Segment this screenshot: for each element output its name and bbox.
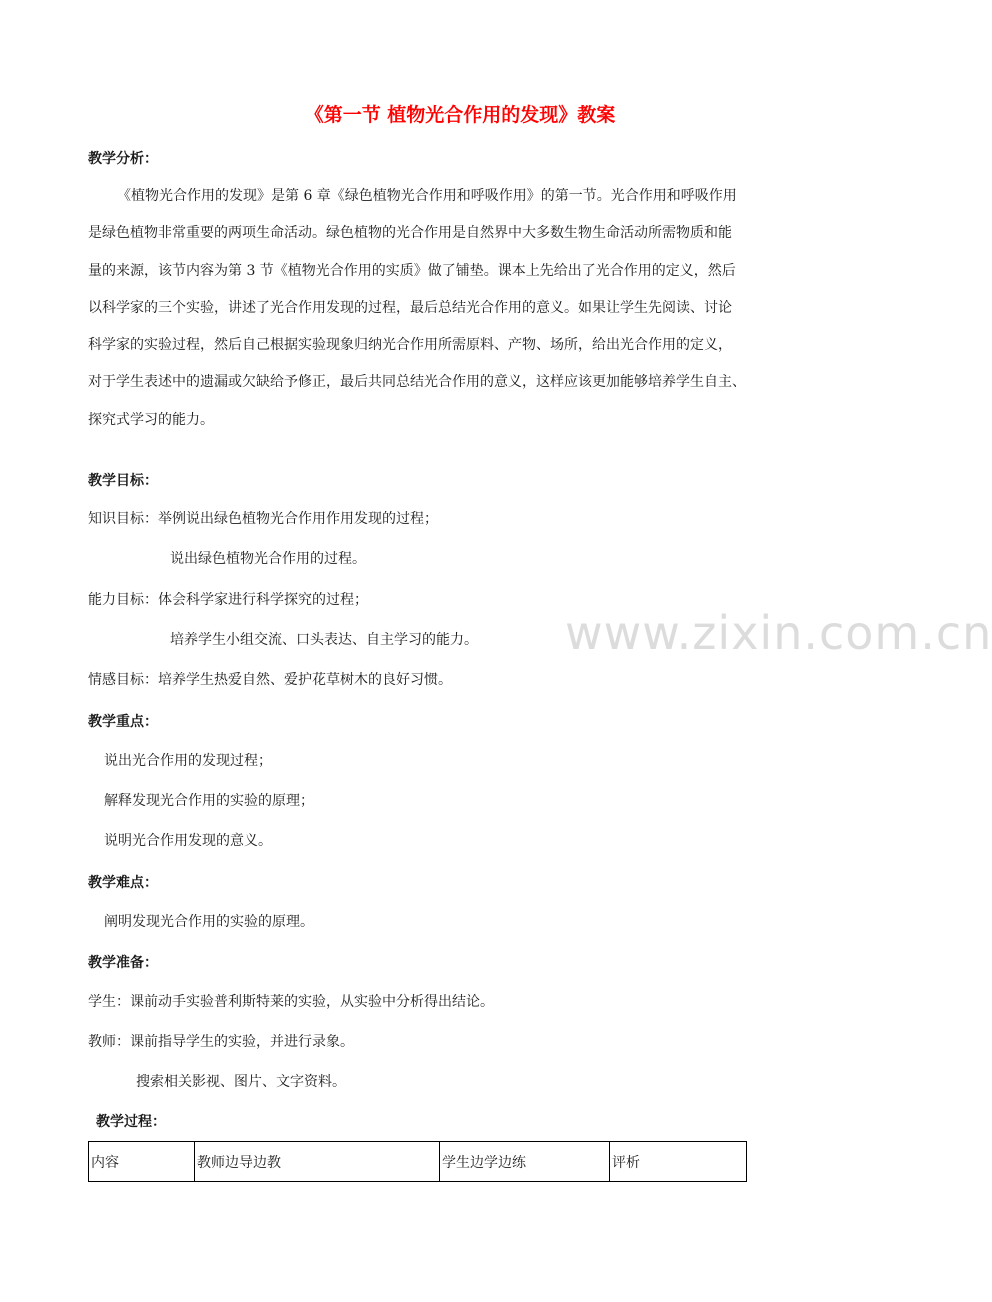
objectives-heading: 教学目标： <box>88 473 158 489</box>
table-header-cell: 内容 <box>89 1142 195 1182</box>
key-point-item: 说出光合作用的发现过程； <box>104 753 272 769</box>
emotion-objective: 情感目标：培养学生热爱自然、爱护花草树木的良好习惯。 <box>88 672 452 688</box>
document-title: 《第一节 植物光合作用的发现》教案 <box>304 104 616 126</box>
analysis-heading: 教学分析： <box>88 151 158 167</box>
difficulty-text: 阐明发现光合作用的实验的原理。 <box>104 914 314 930</box>
analysis-line: 科学家的实验过程，然后自己根据实验现象归纳光合作用所需原料、产物、场所，给出光合作用的定义， <box>88 337 732 354</box>
preparation-teacher-cont: 搜索相关影视、图片、文字资料。 <box>136 1074 346 1090</box>
preparation-student: 学生：课前动手实验普利斯特莱的实验，从实验中分析得出结论。 <box>88 994 494 1010</box>
analysis-line: 《植物光合作用的发现》是第 6 章《绿色植物光合作用和呼吸作用》的第一节。光合作用和呼吸作用 <box>117 188 737 204</box>
analysis-line: 量的来源，该节内容为第 3 节《植物光合作用的实质》做了铺垫。课本上先给出了光合作用的定义，然后 <box>88 262 736 279</box>
table-header-cell: 评析 <box>610 1142 747 1182</box>
process-heading: 教学过程： <box>96 1114 166 1130</box>
knowledge-objective: 知识目标：举例说出绿色植物光合作用作用发现的过程； <box>88 511 438 527</box>
table-header-cell: 教师边导边教 <box>195 1142 440 1182</box>
ability-objective-cont: 培养学生小组交流、口头表达、自主学习的能力。 <box>170 632 478 648</box>
table-row <box>89 1142 747 1182</box>
table-header-cell: 学生边学边练 <box>440 1142 610 1182</box>
analysis-line: 探究式学习的能力。 <box>88 411 214 428</box>
ability-objective: 能力目标：体会科学家进行科学探究的过程； <box>88 592 368 608</box>
watermark: www.zixin.com.cn <box>565 606 992 660</box>
analysis-line: 以科学家的三个实验，讲述了光合作用发现的过程，最后总结光合作用的意义。如果让学生先阅读、讨论 <box>88 299 732 316</box>
key-points-heading: 教学重点： <box>88 714 158 730</box>
preparation-heading: 教学准备： <box>88 955 158 971</box>
analysis-line: 是绿色植物非常重要的两项生命活动。绿色植物的光合作用是自然界中大多数生物生命活动所需物质和能 <box>88 225 732 242</box>
analysis-paragraph <box>88 178 834 439</box>
difficulty-heading: 教学难点： <box>88 875 158 891</box>
knowledge-objective-cont: 说出绿色植物光合作用的过程。 <box>170 551 366 567</box>
key-point-item: 解释发现光合作用的实验的原理； <box>104 793 314 809</box>
preparation-teacher: 教师：课前指导学生的实验，并进行录象。 <box>88 1034 354 1050</box>
process-table <box>88 1141 747 1182</box>
key-point-item: 说明光合作用发现的意义。 <box>104 833 272 849</box>
analysis-line: 对于学生表述中的遗漏或欠缺给予修正，最后共同总结光合作用的意义，这样应该更加能够培养学生自主、 <box>88 374 746 391</box>
